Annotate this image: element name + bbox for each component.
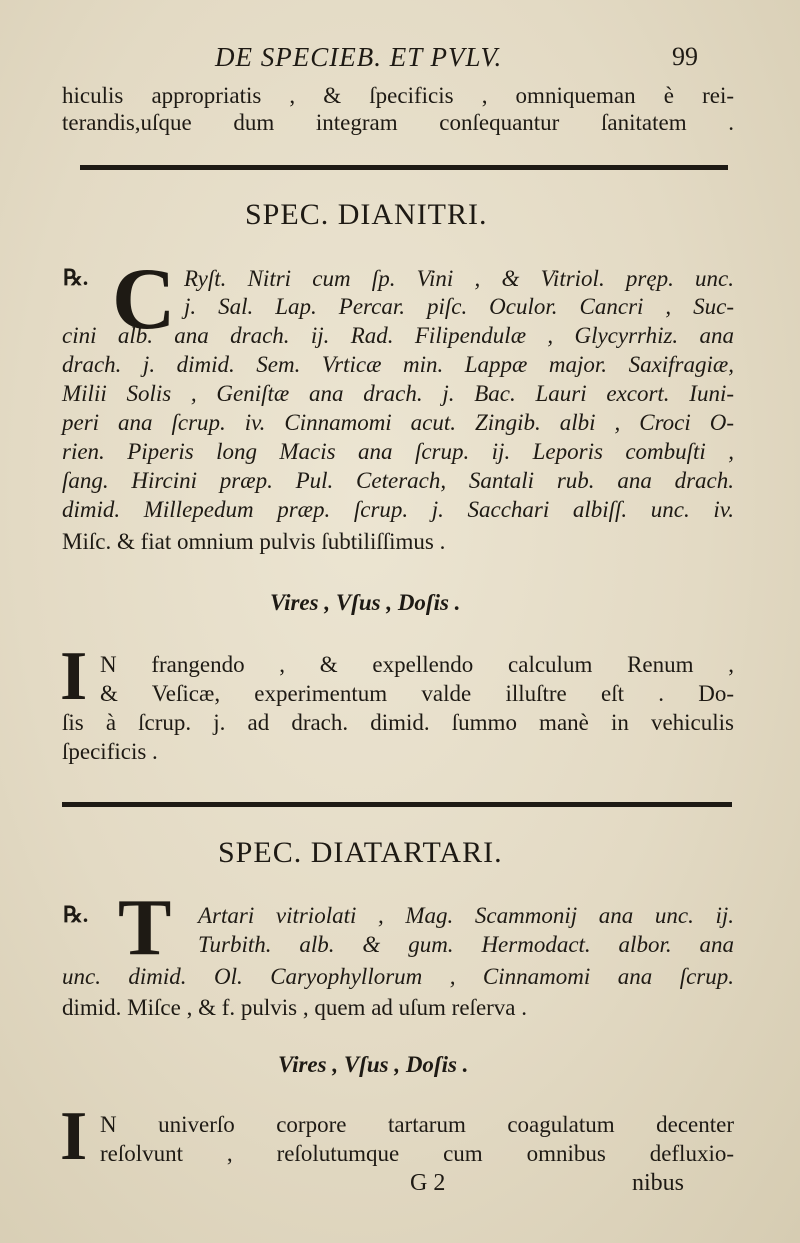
section1-drop-cap: C bbox=[112, 251, 176, 348]
section1-title: SPEC. DIANITRI. bbox=[245, 198, 488, 231]
section1-usage-drop-cap: I bbox=[60, 638, 88, 715]
section1-usage-line-3: ſis à ſcrup. j. ad drach. dimid. ſummo manè in vehiculis bbox=[62, 710, 734, 735]
section1-recipe-line-9: dimid. Millepedum præp. ſcrup. j. Sacchari albiſſ. unc. iv. bbox=[62, 497, 734, 522]
section1-recipe-line-7: rien. Piperis long Macis ana ſcrup. ij. Leporis combuſti , bbox=[62, 439, 734, 464]
section2-recipe-line-4: dimid. Miſce , & f. pulvis , quem ad uſum reſerva . bbox=[62, 995, 528, 1020]
section2-title: SPEC. DIATARTARI. bbox=[218, 836, 503, 869]
section-rule-1 bbox=[80, 165, 728, 170]
section2-subheading: Vires , Vſus , Doſis . bbox=[278, 1052, 469, 1077]
section2-recipe-line-2: Turbith. alb. & gum. Hermodact. albor. ana bbox=[198, 932, 734, 957]
section1-usage-line-4: ſpecificis . bbox=[62, 739, 158, 764]
catchword: nibus bbox=[632, 1170, 685, 1196]
section2-usage-line-1: N univerſo corpore tartarum coagulatum decenter bbox=[100, 1112, 734, 1137]
section2-recipe-line-3: unc. dimid. Ol. Caryophyllorum , Cinnamomi ana ſcrup. bbox=[62, 964, 734, 989]
section2-usage-drop-cap: I bbox=[60, 1098, 88, 1175]
running-title: DE SPECIEB. ET PVLV. bbox=[215, 42, 503, 72]
section1-usage-line-1: N frangendo , & expellendo calculum Renum , bbox=[100, 652, 734, 677]
section1-rx-symbol: ℞. bbox=[63, 265, 89, 290]
section-rule-2 bbox=[62, 802, 732, 807]
section1-recipe-line-10: Miſc. & fiat omnium pulvis ſubtiliſſimus . bbox=[62, 529, 446, 554]
section1-recipe-line-5: Milii Solis , Geniſtæ ana drach. j. Bac. Lauri excort. Iuni- bbox=[62, 381, 734, 406]
section2-usage-line-2: reſolvunt , reſolutumque cum omnibus defluxio- bbox=[100, 1141, 734, 1166]
section1-recipe-line-3: cini alb. ana drach. ij. Rad. Filipendulæ , Glycyrrhiz. ana bbox=[62, 323, 734, 348]
section2-rx-symbol: ℞. bbox=[63, 902, 89, 927]
section2-drop-cap: T bbox=[118, 884, 172, 972]
intro-line-2: terandis,uſque dum integram conſequantur ſanitatem . bbox=[62, 110, 734, 135]
signature-mark: G 2 bbox=[410, 1170, 446, 1196]
section1-recipe-line-8: ſang. Hircini præp. Pul. Ceterach, Santali rub. ana drach. bbox=[62, 468, 734, 493]
section1-recipe-line-4: drach. j. dimid. Sem. Vrticæ min. Lappæ major. Saxifragiæ, bbox=[62, 352, 734, 377]
intro-line-1: hiculis appropriatis , & ſpecificis , omniqueman è rei- bbox=[62, 83, 734, 108]
page-number: 99 bbox=[672, 42, 698, 71]
section2-recipe-line-1: Artari vitriolati , Mag. Scammonij ana unc. ij. bbox=[198, 903, 734, 928]
section1-recipe-line-2: j. Sal. Lap. Percar. piſc. Oculor. Cancri , Suc- bbox=[184, 294, 734, 319]
section1-recipe-line-6: peri ana ſcrup. iv. Cinnamomi acut. Zingib. albi , Croci O- bbox=[62, 410, 734, 435]
section1-usage-line-2: & Veſicæ, experimentum valde illuſtre eſt . Do- bbox=[100, 681, 734, 706]
section1-subheading: Vires , Vſus , Doſis . bbox=[270, 590, 461, 615]
section1-recipe-line-1: Ryſt. Nitri cum ſp. Vini , & Vitriol. pręp. unc. bbox=[184, 266, 734, 291]
